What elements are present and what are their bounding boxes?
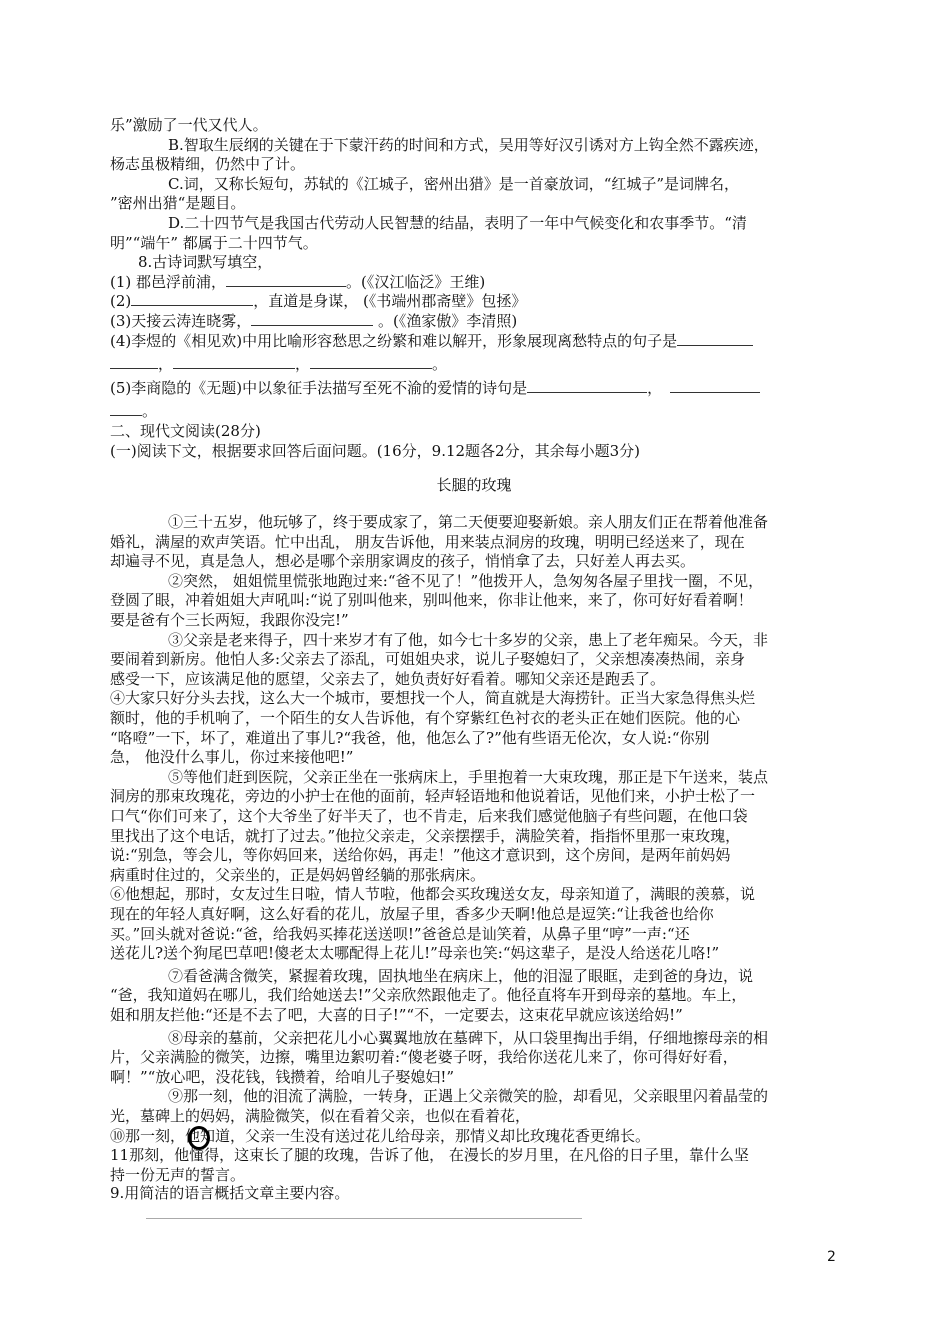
blank-field[interactable]: [131, 292, 253, 306]
q8-item-3-prefix: (3)天接云涛连晓雾，: [110, 311, 252, 330]
section-2-subheading: (一)阅读下文，根据要求回答后面问题。(16分，9.12题各2分，其余每小题3分): [110, 441, 640, 460]
end-mark: 。: [142, 402, 158, 421]
paragraph-line: ⑩那一刻，他知道，父亲一生没有送过花儿给母亲，那情义却比玫瑰花香更绵长。: [110, 1126, 651, 1145]
q8-item-4-cont: [110, 355, 838, 375]
blank-field[interactable]: [110, 402, 142, 416]
blank-field[interactable]: [251, 312, 373, 326]
blank-field[interactable]: [677, 332, 753, 346]
question-8-heading: 8.古诗词默写填空，: [138, 253, 273, 272]
article-title: 长腿的玫瑰: [436, 476, 512, 495]
paragraph-line: 登圆了眼，冲着姐姐大声吼叫:“说了别叫他来，别叫他来，你非让他来，来了，你可好好看着啊！: [110, 591, 753, 610]
paragraph-line: 洞房的那束玫瑰花，旁边的小护士在他的面前，轻声轻语地和他说着话，见他们来，小护士松了一: [110, 787, 756, 806]
paragraph-line: ⑧母亲的墓前，父亲把花儿小心翼翼地放在墓碑下，从口袋里掏出手绢，仔细地擦母亲的相: [168, 1028, 769, 1047]
paragraph-line: 病重时住过的，父亲坐的，正是妈妈曾经躺的那张病床。: [110, 865, 486, 884]
q8-item-2-suffix: ，直道是身谋， (《书端州郡斋壁》包拯》: [253, 292, 527, 311]
paragraph-line: 姐和朋友拦他:“还是不去了吧，大喜的日子!”“不，一定要去，这束花早就应该送给妈!”: [110, 1005, 683, 1024]
blank-field[interactable]: [226, 273, 346, 287]
option-b: B.智取生辰纲的关键在于下蒙汗药的时间和方式，吴用等好汉引诱对方上钩全然不露疾迹，: [168, 135, 769, 154]
paragraph-line: ⑥他想起，那时，女友过生日啦，情人节啦，他都会买玫瑰送女友，母亲知道了，满眼的羡慕，说: [110, 885, 756, 904]
answer-line[interactable]: [146, 1218, 582, 1219]
paragraph-line: “爸，我知道妈在哪儿，我们给她送去!”父亲欣然跟他走了。他径直将车开到母亲的墓地。车上，: [110, 986, 747, 1005]
blank-field[interactable]: [527, 379, 647, 393]
q8-item-5: [110, 379, 838, 399]
text-line: 乐”激励了一代又代人。: [110, 116, 268, 134]
article-paragraph: [110, 1087, 838, 1126]
option-c: C.词，又称长短句，苏轼的《江城子，密州出猎》是一首豪放词，“红城子”是词牌名，: [168, 174, 740, 193]
q8-item-5-cont: [110, 402, 838, 422]
article-paragraph: [110, 885, 838, 963]
end-mark: 。: [432, 355, 448, 374]
page-number: 2: [827, 1249, 836, 1265]
paragraph-line: ③父亲是老来得子，四十来岁才有了他，如今七十多岁的父亲，患上了老年痴呆。今天，非: [168, 630, 769, 649]
article-paragraph: [110, 513, 838, 572]
article-paragraph: [110, 1029, 838, 1088]
article-paragraph: [110, 631, 838, 690]
blank-field[interactable]: [310, 355, 432, 369]
q8-item-3-suffix: 。(《渔家傲》李清照): [373, 311, 518, 330]
paragraph-line: 要闹着到新房。他怕人多:父亲去了添乱，可姐姐央求，说儿子娶媳妇了，父亲想凑凑热闹，亲身: [110, 650, 746, 669]
separator: ，: [647, 378, 663, 397]
paragraph-line: 光，墓碑上的妈妈，满脸微笑，似在看着父亲，也似在看着花，: [110, 1106, 531, 1125]
paragraph-line: ⑤等他们赶到医院，父亲正坐在一张病床上，手里抱着一大束玫瑰，那正是下午送来，装点: [168, 767, 769, 786]
paragraph-line: 持一份无声的誓言。: [110, 1165, 246, 1184]
paragraph-line: 啊！”“放心吧，没花钱，钱攒着，给咱儿子娶媳妇!”: [110, 1067, 455, 1086]
article-paragraph: [110, 768, 838, 886]
article-paragraph: [110, 967, 838, 1026]
q8-item-4: [110, 332, 838, 352]
paragraph-line: 片，父亲满脸的微笑，边擦，嘴里边絮叨着:“傻老婆子呀，我给你送花儿来了，你可得好好看，: [110, 1048, 738, 1067]
paragraph-line: ⑦看爸满含微笑，紧握着玫瑰，固执地坐在病床上，他的泪湿了眼眶，走到爸的身边，说: [168, 966, 754, 985]
paragraph-line: 买。”回头就对爸说:“爸，给我妈买捧花送送呗!”爸爸总是讪笑着，从鼻子里“哼”一声:“还: [110, 924, 690, 943]
article-paragraph: [110, 572, 838, 631]
paragraph-line: 11那刻，他懂得，这束长了腿的玫瑰，告诉了他， 在漫长的岁月里，在凡俗的日子里，靠什么坚: [110, 1146, 749, 1165]
question-8: [110, 253, 838, 422]
q8-item-3: [110, 312, 838, 332]
paragraph-line: 却遍寻不见，真是急人，想必是哪个亲朋家调皮的孩子，悄悄拿了去，只好差人再去买。: [110, 552, 696, 571]
paragraph-line: ⑨那一刻，他的泪流了满脸，一转身，正遇上父亲微笑的脸，却看见，父亲眼里闪着晶莹的: [168, 1087, 769, 1106]
q8-item-4-prefix: (4)李煜的《相见欢)中用比喻形容愁思之纷繁和难以解开，形象展现离愁特点的句子是: [110, 331, 678, 350]
paragraph-line: 额时，他的手机响了，一个陌生的女人告诉他，有个穿紫红色衬衣的老头正在她们医院。他的心: [110, 709, 741, 728]
paragraph-line: “咯噔”一下，坏了，难道出了事儿?“我爸，他，他怎么了?”他有些语无伦次，女人说:“你别: [110, 728, 710, 747]
q8-item-5-prefix: (5)李商隐的《无题)中以象征手法描写至死不渝的爱情的诗句是: [110, 378, 528, 397]
paragraph-line: 现在的年轻人真好啊，这么好看的花儿，放屋子里，香多少天啊!他总是逗笑:“让我爸也给你: [110, 904, 714, 923]
q8-item-1-prefix: (1) 郡邑浮前浦，: [110, 272, 227, 291]
separator: ，: [158, 355, 174, 374]
paragraph-line: ①三十五岁，他玩够了，终于要成家了，第二天便要迎娶新娘。亲人朋友们正在帮着他准备: [168, 513, 769, 532]
q8-item-1-suffix: 。(《汉江临泛》王维): [346, 272, 486, 291]
article-body: [110, 513, 838, 1185]
paragraph-line: ④大家只好分头去找，这么大一个城市，要想找一个人，简直就是大海捞针。正当大家急得焦头烂: [110, 689, 756, 708]
separator: ，: [295, 355, 311, 374]
article-paragraph: [110, 1146, 838, 1185]
paragraph-line: ②突然， 姐姐慌里慌张地跑过来:“爸不见了！”他拨开人，急匆匆各屋子里找一圈，不见，: [168, 571, 764, 590]
option-d: D.二十四节气是我国古代劳动人民智慧的结晶，表明了一年中气候变化和农事季节。“清: [168, 213, 747, 232]
question-9: 9.用简洁的语言概括文章主要内容。: [110, 1184, 350, 1202]
article-paragraph: [110, 1127, 838, 1147]
document-page: [110, 116, 838, 1185]
blank-field[interactable]: [173, 355, 295, 369]
paragraph-line: 里找出了这个电话，就打了过去。”他拉父亲走，父亲摆摆手，满脸笑着，指指怀里那一束玫瑰，: [110, 826, 741, 845]
blank-field[interactable]: [670, 379, 760, 393]
cursor-circle-marker: [188, 1126, 210, 1150]
text-line: 明”“端午” 都属于二十四节气。: [110, 233, 318, 252]
text-line: ”密州出猎“是题目。: [110, 194, 246, 213]
section-top: [110, 116, 838, 253]
paragraph-line: 送花儿?送个狗尾巴草吧!傻老太太哪配得上花儿!”母亲也笑:“妈这辈子，是没人给送花儿咯!”: [110, 944, 720, 963]
blank-field[interactable]: [110, 355, 158, 369]
q8-item-1: [110, 273, 838, 293]
text-line: 杨志虽极精细，仍然中了计。: [110, 155, 306, 174]
q8-item-2: [110, 292, 838, 312]
section-2: [110, 422, 838, 1185]
paragraph-line: 急， 他没什么事儿，你过来接他吧!”: [110, 748, 354, 767]
section-2-heading: 二、现代文阅读(28分): [110, 421, 261, 440]
paragraph-line: 婚礼，满屋的欢声笑语。忙中出乱， 朋友告诉他，用来装点洞房的玫瑰，明明已经送来了，现在: [110, 532, 745, 551]
paragraph-line: 说:“别急，等会儿，等你妈回来，送给你妈，再走！”他这才意识到，这个房间，是两年前妈妈: [110, 846, 731, 865]
q8-item-2-prefix: (2): [110, 292, 132, 311]
paragraph-line: 口气“你们可来了，这个大爷坐了好半天了，也不肯走，后来我们感觉他脑子有些问题，在他口袋: [110, 807, 748, 825]
paragraph-line: 要是爸有个三长两短，我跟你没完!”: [110, 611, 349, 630]
article-paragraph: [110, 689, 838, 767]
paragraph-line: 感受一下，应该满足他的愿望，父亲去了，她负责好好看着。哪知父亲还是跑丢了。: [110, 669, 666, 688]
